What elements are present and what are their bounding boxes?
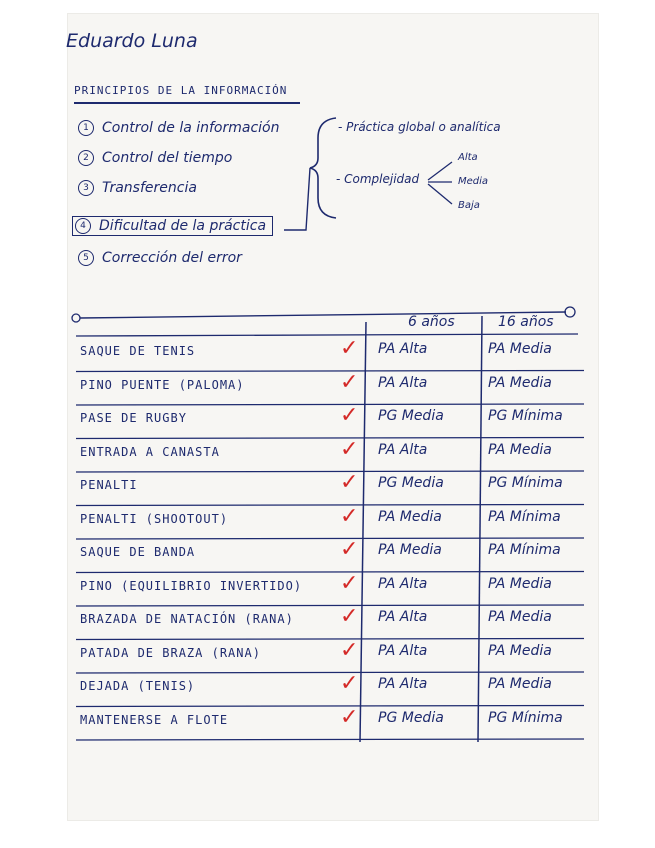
check-mark-icon: ✓ — [340, 570, 359, 596]
activity-label: BRAZADA DE NATACIÓN (RANA) — [80, 612, 294, 626]
principle-text: Transferencia — [102, 180, 197, 196]
value-16-years: PA Media — [488, 575, 552, 592]
check-mark-icon: ✓ — [340, 470, 359, 495]
principle-1 — [78, 120, 280, 136]
level-alta: Alta — [458, 152, 478, 163]
principle-4 — [72, 218, 273, 234]
rule-right-circle — [565, 307, 575, 317]
check-mark-icon: ✓ — [340, 604, 359, 629]
value-6-years: PA Media — [378, 508, 442, 525]
branch-complexity: - Complejidad — [336, 172, 420, 186]
row-divider — [76, 739, 584, 740]
column-divider-1 — [360, 322, 366, 742]
value-16-years: PA Media — [488, 441, 552, 458]
row-divider — [76, 706, 584, 707]
value-16-years: PA Media — [488, 676, 552, 692]
level-baja: Baja — [458, 200, 480, 211]
value-6-years: PA Alta — [378, 642, 428, 659]
row-divider — [76, 438, 584, 439]
branch-alta — [428, 162, 452, 180]
connector-line — [284, 168, 310, 230]
check-mark-icon: ✓ — [340, 637, 359, 663]
principle-text: Corrección del error — [102, 250, 242, 266]
value-16-years: PA Media — [488, 609, 552, 625]
row-divider — [76, 605, 584, 606]
table-top-rule — [80, 312, 566, 318]
number-badge: 5 — [78, 250, 94, 266]
value-6-years: PG Media — [378, 408, 444, 424]
activity-label: PINO PUENTE (PALOMA) — [80, 377, 245, 392]
check-mark-icon: ✓ — [340, 369, 359, 395]
principle-2 — [78, 150, 232, 166]
activity-label: PATADA DE BRAZA (RANA) — [80, 645, 261, 660]
value-16-years: PA Media — [488, 642, 552, 659]
heading-underline — [74, 102, 300, 104]
row-divider — [76, 404, 584, 405]
number-badge: 1 — [78, 120, 94, 136]
check-mark-icon: ✓ — [340, 704, 359, 730]
row-divider — [76, 505, 584, 506]
check-mark-icon: ✓ — [340, 436, 359, 462]
curly-brace — [310, 118, 336, 218]
number-badge: 2 — [78, 150, 94, 166]
activity-label: PENALTI — [80, 478, 138, 492]
rule-left-circle — [72, 314, 80, 322]
column-divider-2 — [478, 316, 482, 742]
row-divider — [76, 639, 584, 640]
principle-text: Control de la información — [102, 120, 280, 136]
activity-label: SAQUE DE TENIS — [80, 344, 196, 358]
value-6-years: PA Alta — [378, 341, 428, 357]
column-header-6: 6 años — [408, 314, 455, 330]
activity-label: MANTENERSE A FLOTE — [80, 712, 229, 727]
value-6-years: PA Alta — [378, 441, 428, 458]
principle-text: Control del tiempo — [102, 150, 233, 166]
value-16-years: PA Media — [488, 341, 552, 357]
activity-label: PASE DE RUGBY — [80, 411, 187, 425]
value-16-years: PA Media — [488, 374, 552, 391]
activity-label: SAQUE DE BANDA — [80, 545, 196, 559]
principle-3 — [78, 180, 197, 196]
author-name: Eduardo Luna — [66, 30, 198, 52]
activity-label: ENTRADA A CANASTA — [80, 444, 220, 459]
branch-practice-type: - Práctica global o analítica — [338, 120, 501, 134]
value-6-years: PA Alta — [378, 676, 428, 692]
value-6-years: PG Media — [378, 475, 444, 491]
activity-label: PINO (EQUILIBRIO INVERTIDO) — [80, 578, 303, 593]
check-mark-icon: ✓ — [340, 403, 359, 428]
level-media: Media — [458, 176, 489, 187]
section-heading: PRINCIPIOS DE LA INFORMACIÓN — [74, 84, 288, 97]
value-16-years: PG Mínima — [488, 709, 563, 726]
number-badge: 3 — [78, 180, 94, 196]
check-mark-icon: ✓ — [340, 671, 359, 696]
check-mark-icon: ✓ — [340, 336, 359, 361]
column-header-16: 16 años — [498, 314, 554, 330]
check-mark-icon: ✓ — [340, 503, 359, 529]
value-16-years: PA Mínima — [488, 508, 561, 525]
value-6-years: PA Alta — [378, 609, 428, 625]
row-divider — [76, 538, 584, 539]
value-16-years: PA Mínima — [488, 542, 561, 558]
branch-baja — [428, 184, 452, 204]
value-6-years: PA Media — [378, 542, 442, 558]
principle-text: Dificultad de la práctica — [99, 218, 267, 234]
value-16-years: PG Mínima — [488, 475, 563, 491]
principle-5 — [78, 250, 242, 266]
number-badge: 4 — [75, 218, 91, 234]
activity-label: DEJADA (TENIS) — [80, 679, 196, 693]
value-6-years: PA Alta — [378, 575, 428, 592]
value-16-years: PG Mínima — [488, 408, 563, 424]
row-divider — [76, 371, 584, 372]
row-divider — [76, 672, 584, 673]
activity-label: PENALTI (SHOOTOUT) — [80, 511, 229, 526]
row-divider — [76, 471, 584, 472]
row-divider — [76, 572, 584, 573]
value-6-years: PA Alta — [378, 374, 428, 391]
check-mark-icon: ✓ — [340, 537, 359, 562]
header-underline — [76, 334, 578, 336]
value-6-years: PG Media — [378, 709, 444, 726]
